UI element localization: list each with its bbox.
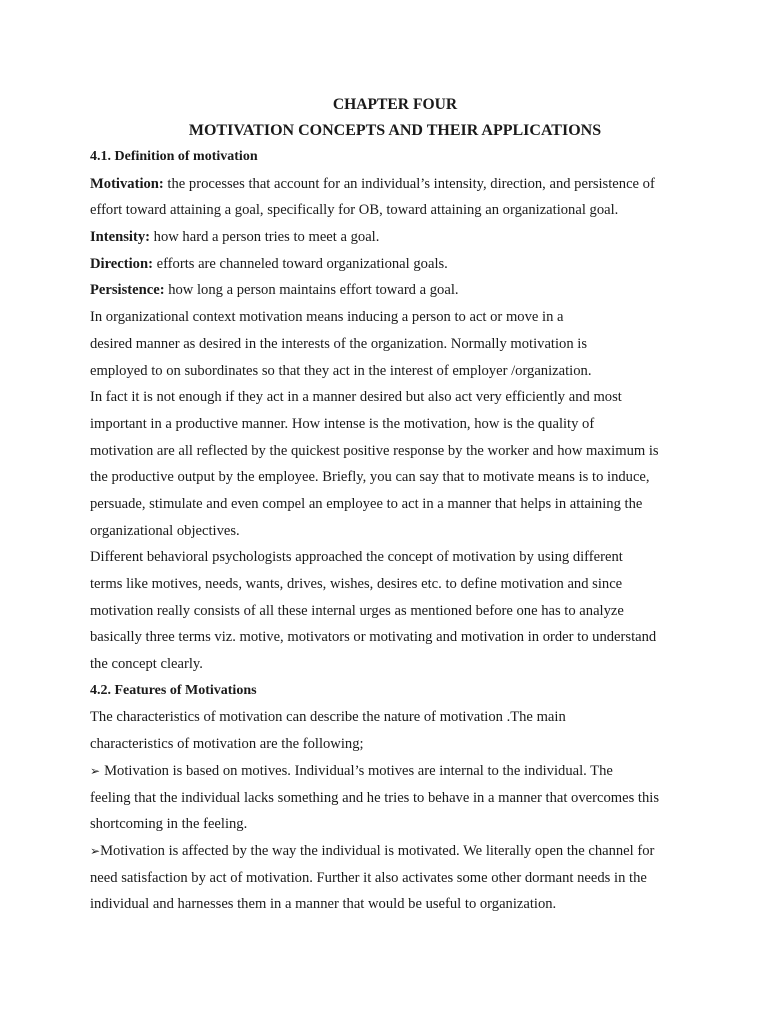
paragraph-line: need satisfaction by act of motivation. Further it also activates some other dormant needs in the <box>90 869 647 886</box>
bullet-text: Motivation is affected by the way the individual is motivated. We literally open the channel for <box>100 842 655 859</box>
definition-motivation <box>90 171 690 198</box>
paragraph-line: In fact it is not enough if they act in a manner desired but also act very efficiently and most <box>90 389 622 406</box>
arrow-bullet-icon: ➢ <box>90 843 101 858</box>
paragraph-line: feeling that the individual lacks something and he tries to behave in a manner that overcomes this <box>90 789 659 806</box>
paragraph-line: the productive output by the employee. Briefly, you can say that to motivate means is to induce, <box>90 469 650 486</box>
definition-direction <box>90 251 690 278</box>
paragraph-line: The characteristics of motivation can describe the nature of motivation .The main <box>90 709 566 726</box>
bullet-item-2 <box>90 838 690 865</box>
arrow-bullet-icon: ➢ <box>90 763 101 778</box>
paragraph-line: shortcoming in the feeling. <box>90 816 248 833</box>
term-persistence: Persistence: <box>90 282 165 299</box>
term-direction: Direction: <box>90 255 153 272</box>
term-motivation: Motivation: <box>90 175 164 192</box>
paragraph-line: characteristics of motivation are the following; <box>90 736 364 753</box>
paragraph-line: motivation are all reflected by the quickest positive response by the worker and how maximum is <box>90 442 659 459</box>
section-heading-features: 4.2. Features of Motivations <box>90 682 257 698</box>
chapter-number-title: CHAPTER FOUR <box>332 96 458 113</box>
motivation-definition-line1: the processes that account for an individual’s intensity, direction, and persistence of <box>163 175 655 192</box>
section-heading-definition: 4.1. Definition of motivation <box>90 149 258 164</box>
motivation-definition-line2: effort toward attaining a goal, specifically for OB, toward attaining an organizational goal. <box>90 202 619 219</box>
paragraph-line: motivation really consists of all these internal urges as mentioned before one has to analyze <box>90 602 624 619</box>
direction-definition: efforts are channeled toward organizational goals. <box>152 255 448 272</box>
paragraph-line: desired manner as desired in the interests of the organization. Normally motivation is <box>90 335 588 352</box>
term-intensity: Intensity: <box>90 229 150 246</box>
paragraph-line: employed to on subordinates so that they act in the interest of employer /organization. <box>90 362 592 379</box>
paragraph-line: the concept clearly. <box>90 656 203 673</box>
persistence-definition: how long a person maintains effort toward a goal. <box>164 282 459 299</box>
paragraph-line: individual and harnesses them in a manner that would be useful to organization. <box>90 896 557 913</box>
paragraph-line: persuade, stimulate and even compel an employee to act in a manner that helps in attaining the <box>90 495 643 512</box>
chapter-title: MOTIVATION CONCEPTS AND THEIR APPLICATIONS <box>188 122 602 139</box>
definition-persistence <box>90 277 690 304</box>
paragraph-line: Different behavioral psychologists approached the concept of motivation by using different <box>90 549 623 566</box>
paragraph-line: organizational objectives. <box>90 522 240 539</box>
paragraph-line: basically three terms viz. motive, motivators or motivating and motivation in order to understand <box>90 629 657 646</box>
bullet-text: Motivation is based on motives. Individual’s motives are internal to the individual. The <box>104 762 613 779</box>
definition-intensity <box>90 224 690 251</box>
paragraph-line: terms like motives, needs, wants, drives, wishes, desires etc. to define motivation and since <box>90 576 623 592</box>
document-page <box>90 91 690 918</box>
bullet-item-1 <box>90 758 690 785</box>
paragraph-line: important in a productive manner. How intense is the motivation, how is the quality of <box>90 415 595 432</box>
paragraph-line: In organizational context motivation means inducing a person to act or move in a <box>90 309 564 326</box>
intensity-definition: how hard a person tries to meet a goal. <box>150 229 380 246</box>
